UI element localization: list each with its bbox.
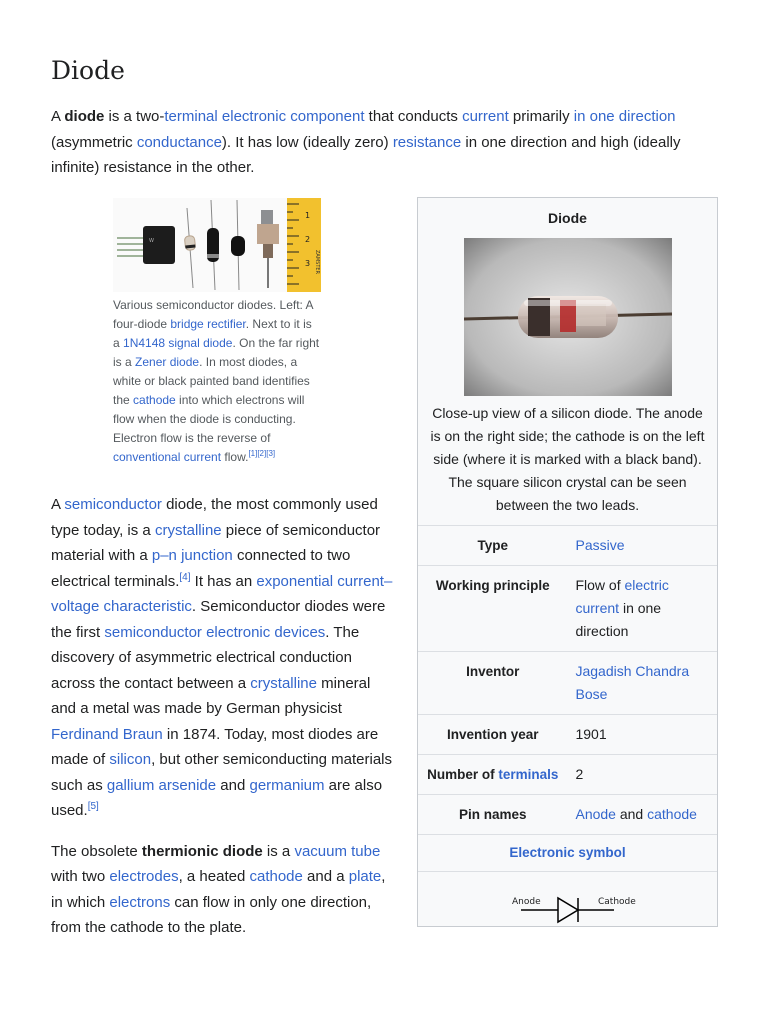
diode-bold: diode xyxy=(64,108,105,125)
link-semiconductor-devices[interactable]: semiconductor electronic devices xyxy=(104,623,326,641)
svg-text:1: 1 xyxy=(305,211,311,220)
link-electric-current[interactable]: electric current xyxy=(575,577,669,616)
infobox-title: Diode xyxy=(548,210,587,226)
infobox-row-working-principle xyxy=(418,565,717,651)
link-ferdinand-braun[interactable]: Ferdinand Braun xyxy=(51,725,163,743)
link-cathode-2[interactable]: cathode xyxy=(249,868,303,885)
link-semiconductor[interactable]: semiconductor xyxy=(64,496,162,513)
link-electrodes[interactable]: electrodes xyxy=(109,868,179,885)
silicon-diode-photo[interactable] xyxy=(464,238,672,396)
link-jagadish-chandra-bose[interactable]: Jagadish Chandra Bose xyxy=(575,663,690,702)
infobox-row-pin-names xyxy=(418,794,717,834)
pin-names-value: Anode and cathode xyxy=(575,806,697,822)
link-terminals[interactable]: terminals xyxy=(498,767,559,782)
invention-year-label: Invention year xyxy=(446,727,539,742)
semiconductor-paragraph: A semiconductor diode, the most commonly used type today, is a crystalline piece of semiconductor material with a p–n junction connected to two electrical terminals.[4] It has an exponential current–voltage characteristic. Semiconductor diodes were the first semiconductor electronic devices. The discovery of asymmetric electrical conduction across the contact between a crystalline mineral and a metal was made by German physicist Ferdinand Braun in 1874. Today, most diodes are made of silicon, but other semiconducting materials such as gallium arsenide and germanium are also used.[5] xyxy=(51,496,393,819)
symbol-cathode-label: Cathode xyxy=(598,897,636,907)
infobox-row-inventor xyxy=(418,651,717,714)
link-resistance[interactable]: resistance xyxy=(392,133,462,151)
article-body xyxy=(51,492,396,956)
svg-text:W: W xyxy=(149,238,154,244)
reference-1-2-3[interactable]: [1][2][3] xyxy=(248,449,276,458)
link-vacuum-tube[interactable]: vacuum tube xyxy=(294,842,381,860)
reference-5[interactable]: [5] xyxy=(87,801,99,812)
symbol-anode-label: Anode xyxy=(512,897,541,907)
link-silicon[interactable]: silicon xyxy=(109,751,152,768)
ruler-label: ZAMSTER xyxy=(314,250,320,275)
link-crystalline-2[interactable]: crystalline xyxy=(250,674,317,692)
thermionic-paragraph: The obsolete thermionic diode is a vacuum tube with two electrodes, a heated cathode and a plate, in which electrons can flow in only one direction, from the cathode to the plate. xyxy=(51,842,386,936)
link-anode[interactable]: Anode xyxy=(575,806,616,822)
link-germanium[interactable]: germanium xyxy=(249,776,325,794)
link-conventional-current[interactable]: conventional current xyxy=(113,450,222,464)
link-pn-junction[interactable]: p–n junction xyxy=(151,547,233,564)
link-zener-diode[interactable]: Zener diode xyxy=(135,355,200,369)
intro-paragraph: A diode is a two-terminal electronic component that conducts current primarily in one direction (asymmetric conductance). It has low (ideally zero) resistance in one direction and high (ideally infinite) resistance in the other. xyxy=(51,108,681,176)
pin-names-label: Pin names xyxy=(458,807,527,822)
svg-text:2: 2 xyxy=(305,235,311,244)
invention-year-value: 1901 xyxy=(575,726,607,742)
svg-text:3: 3 xyxy=(305,259,311,268)
working-principle-label: Working principle xyxy=(435,578,550,593)
infobox-row-invention-year xyxy=(418,714,717,754)
type-label: Type xyxy=(477,538,508,553)
thumbnail-caption: Various semiconductor diodes. Left: A four-diode bridge rectifier. Next to it is a 1N4148 signal diode. On the far right is a Zener diode. In most diodes, a white or black painted band identifies the cathode into which electrons will flow when the diode is conducting. Electron flow is the reverse of conventional current flow.[1][2][3] xyxy=(113,298,320,464)
infobox-row-type xyxy=(418,525,717,565)
infobox-row-terminals xyxy=(418,754,717,794)
link-conductance[interactable]: conductance xyxy=(136,133,222,151)
link-electronic-component[interactable]: electronic component xyxy=(221,108,365,125)
semiconductor-diodes-image[interactable] xyxy=(113,198,321,292)
link-terminal[interactable]: terminal xyxy=(164,108,218,125)
link-bridge-rectifier[interactable]: bridge rectifier xyxy=(170,317,246,331)
link-1n4148[interactable]: 1N4148 signal diode xyxy=(123,336,233,350)
infobox-caption: Close-up view of a silicon diode. The anode is on the right side; the cathode is on the left side (where it is marked with a black band). The square silicon crystal can be seen between the two leads. xyxy=(430,405,705,513)
link-in-one-direction[interactable]: in one direction xyxy=(573,108,676,125)
link-cathode-3[interactable]: cathode xyxy=(647,806,697,822)
diode-symbol-icon xyxy=(418,872,717,950)
infobox xyxy=(417,197,718,927)
working-principle-value: Flow of electric current in one direction xyxy=(575,577,669,639)
link-passive[interactable]: Passive xyxy=(575,537,625,553)
page-title: Diode xyxy=(51,56,125,85)
link-exponential-characteristic[interactable]: exponential current–voltage characteristic xyxy=(51,572,393,615)
link-crystalline[interactable]: crystalline xyxy=(154,521,222,539)
reference-4[interactable]: [4] xyxy=(179,571,191,583)
link-gallium-arsenide[interactable]: gallium arsenide xyxy=(106,776,217,794)
thumbnail-figure xyxy=(113,198,321,467)
link-cathode[interactable]: cathode xyxy=(133,393,176,407)
link-current[interactable]: current xyxy=(462,108,509,125)
thermionic-diode-bold: thermionic diode xyxy=(141,842,263,860)
link-plate[interactable]: plate xyxy=(348,868,382,885)
link-electrons[interactable]: electrons xyxy=(109,893,171,911)
terminals-value: 2 xyxy=(575,766,584,782)
inventor-label: Inventor xyxy=(466,664,520,679)
terminals-label: Number of terminals xyxy=(427,767,559,782)
link-electronic-symbol[interactable]: Electronic symbol xyxy=(509,845,626,860)
electronic-symbol-box xyxy=(418,871,717,949)
